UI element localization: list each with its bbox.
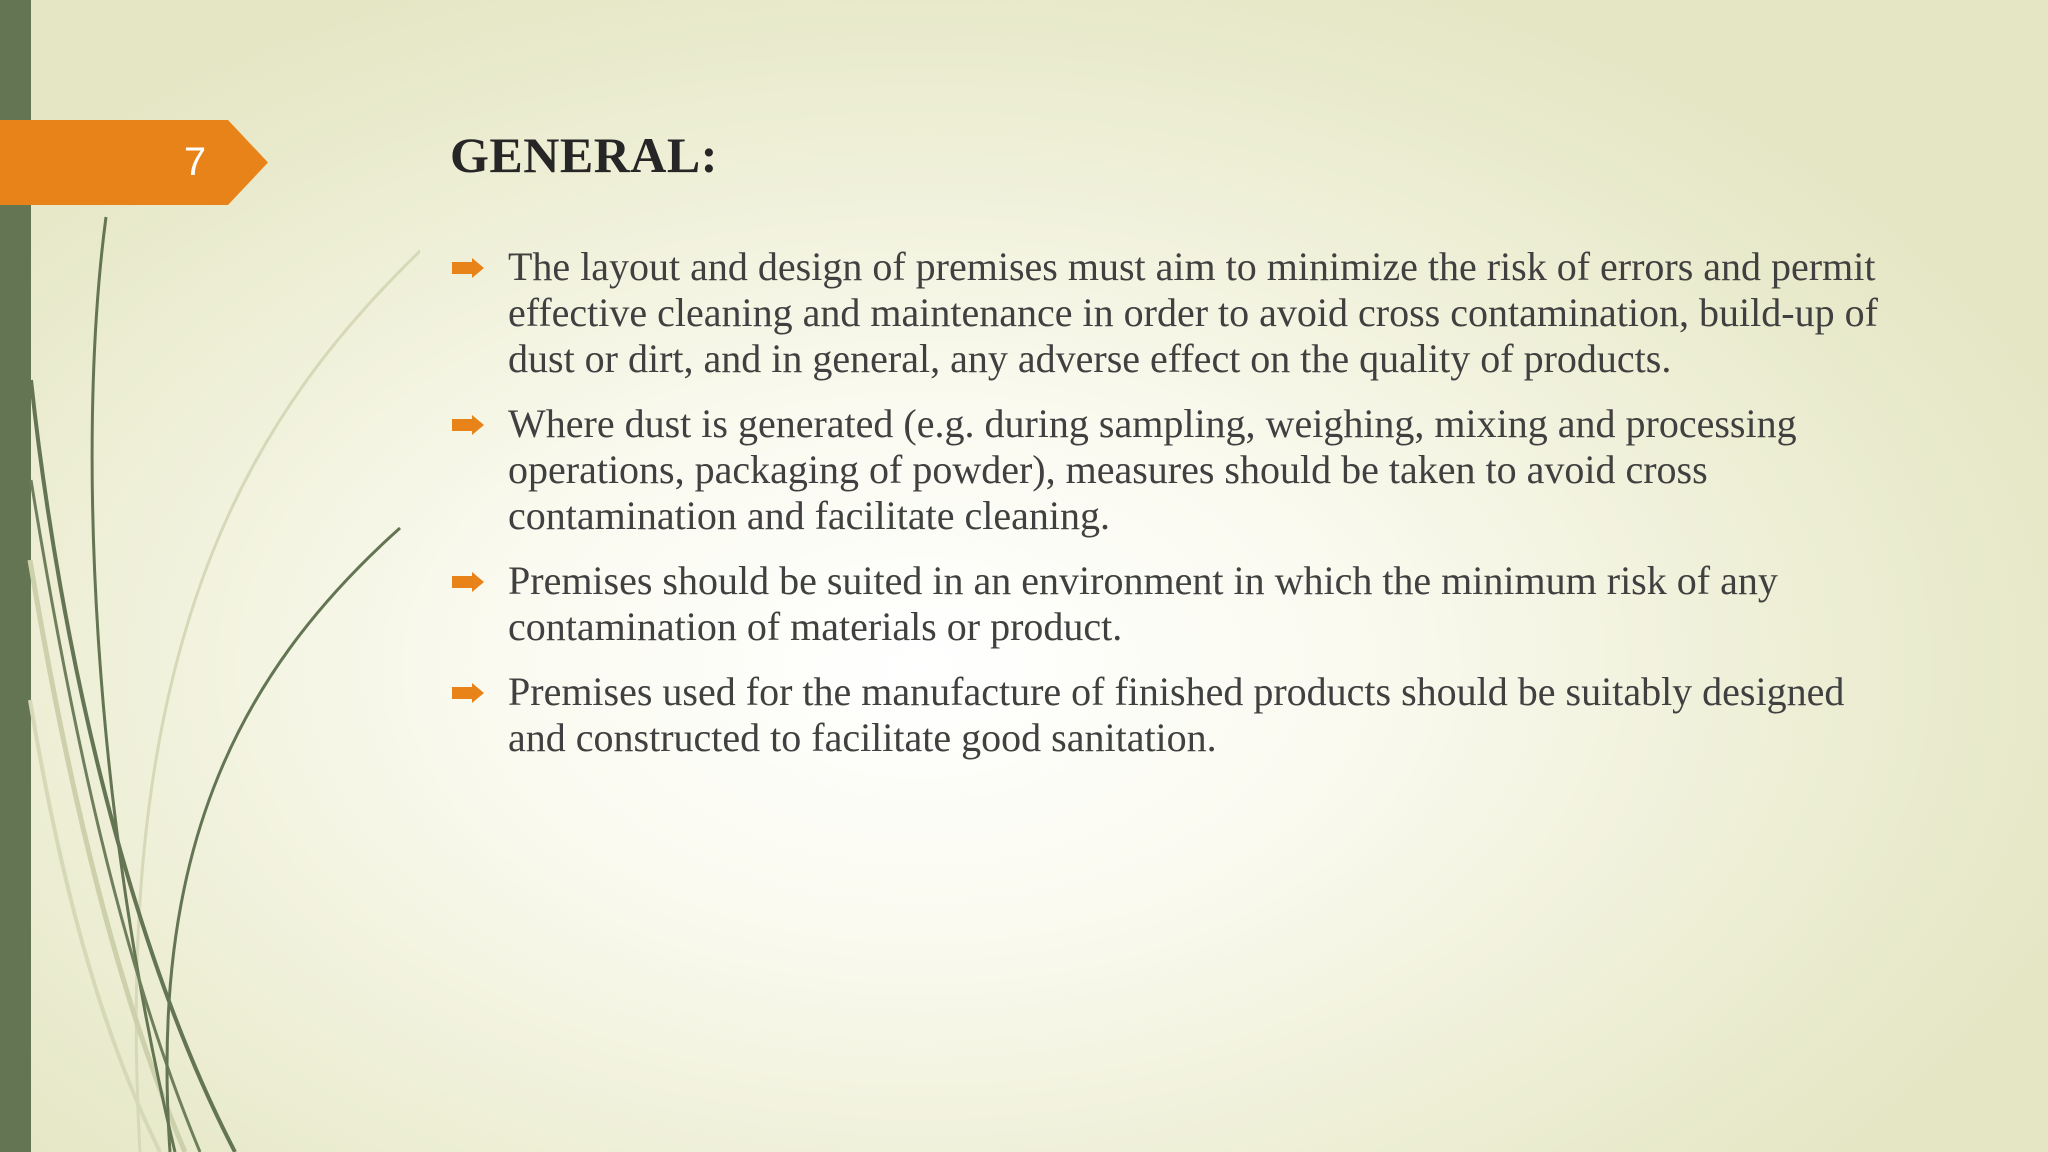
slide-number: 7 (183, 140, 207, 184)
grass-blade-faint-3 (30, 700, 160, 1152)
bullet-item (450, 669, 1910, 761)
grass-blade-faint-1 (136, 232, 420, 1152)
orange-arrow-bullet-icon (452, 415, 484, 435)
grass-blade-2 (31, 380, 235, 1152)
bullet-text: Where dust is generated (e.g. during sampling, weighing, mixing and processing operations, packaging of powder), measures should be taken to avoid cross contamination and facilitate cleaning. (508, 401, 1797, 538)
bullet-item (450, 558, 1910, 650)
orange-arrow-bullet-icon (452, 683, 484, 703)
slide-title: GENERAL: (450, 127, 718, 183)
bullet-text: Premises used for the manufacture of finished products should be suitably designed and constructed to facilitate good sanitation. (508, 669, 1845, 760)
bullet-text: Premises should be suited in an environment in which the minimum risk of any contamination of materials or product. (508, 558, 1778, 649)
bullet-item (450, 401, 1910, 539)
grass-blade-4 (167, 528, 400, 1152)
bullet-item (450, 244, 1910, 382)
bullet-list (450, 244, 1910, 780)
orange-arrow-bullet-icon (452, 258, 484, 278)
grass-blade-faint-2 (30, 560, 185, 1152)
bullet-text: The layout and design of premises must aim to minimize the risk of errors and permit effective cleaning and maintenance in order to avoid cross contamination, build-up of dust or dirt, and in general, any adverse effect on the quality of products. (508, 244, 1878, 381)
orange-arrow-bullet-icon (452, 572, 484, 592)
